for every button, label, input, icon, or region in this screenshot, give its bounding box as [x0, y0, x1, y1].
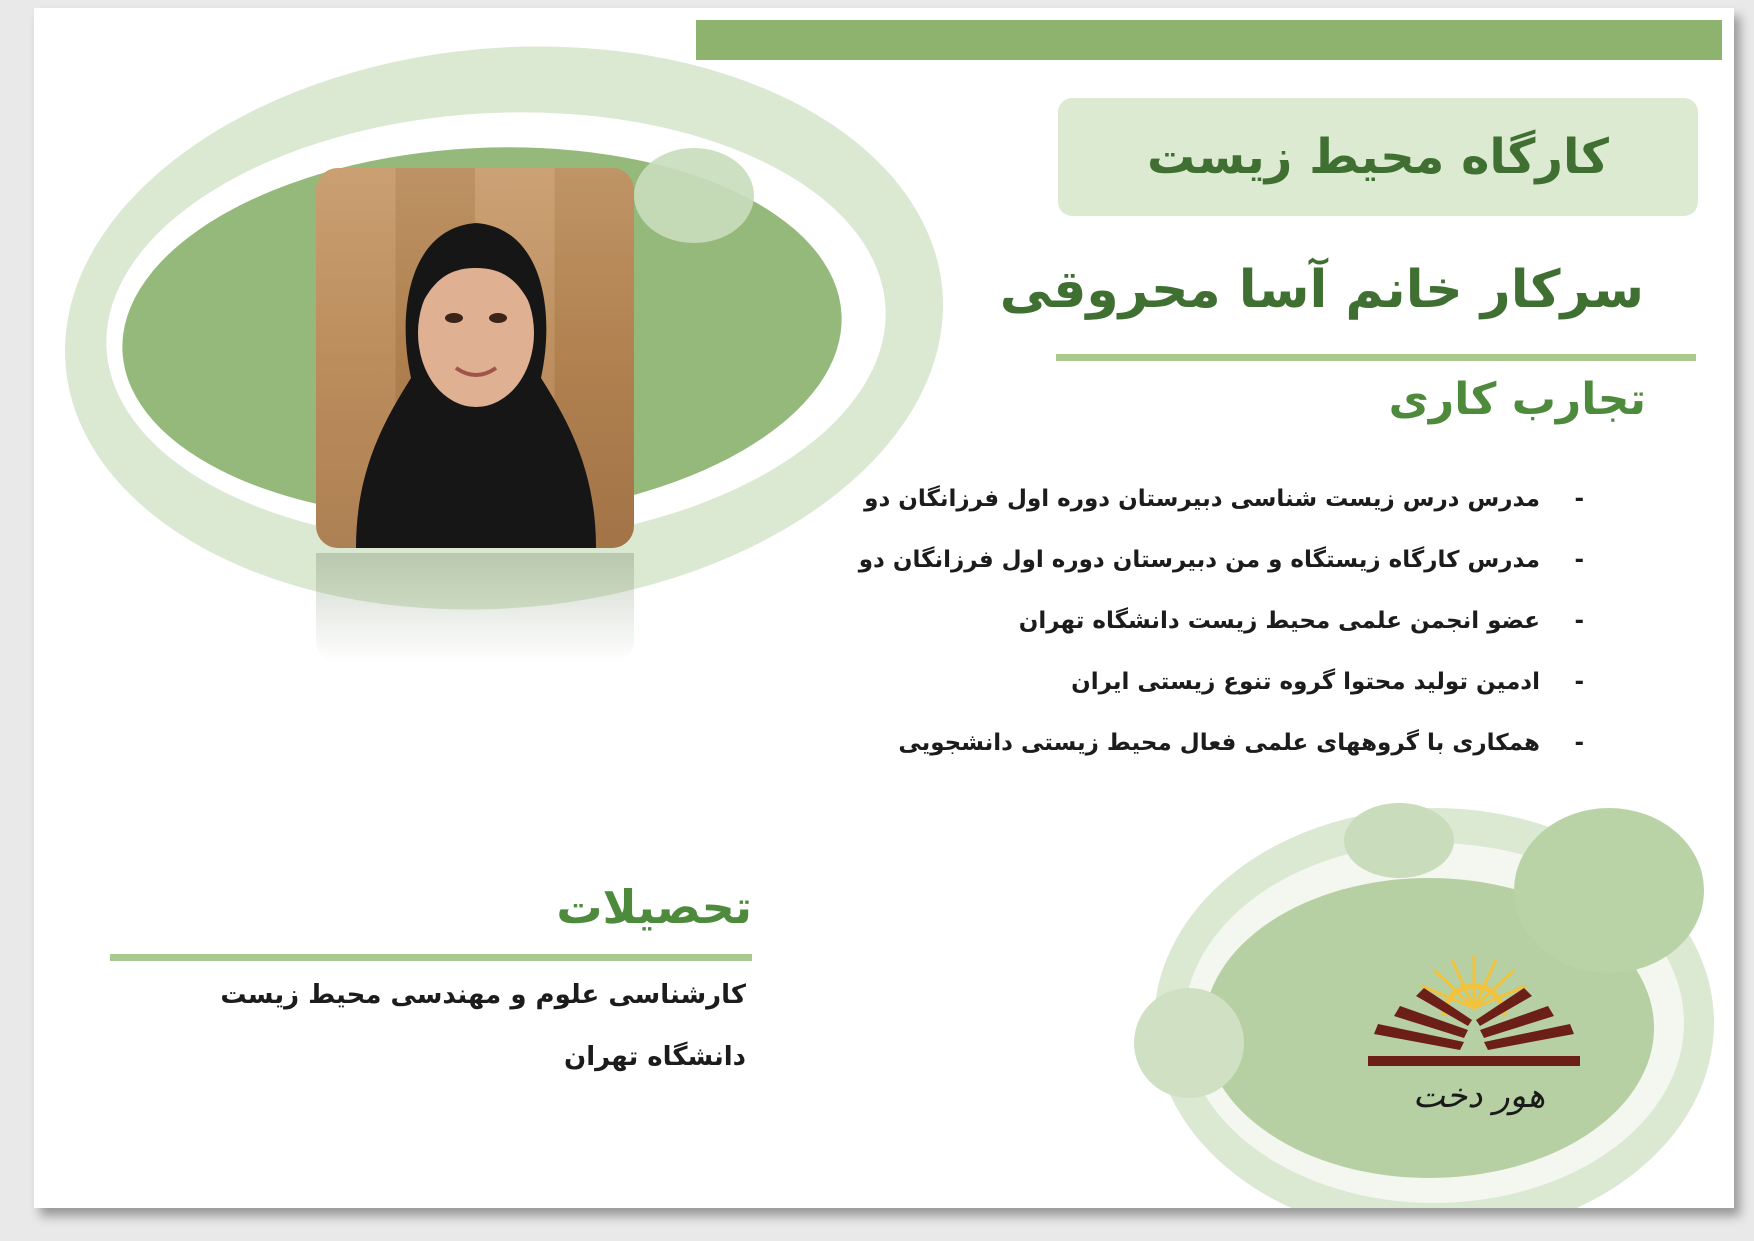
list-item-text: همکاری با گروههای علمی فعال محیط زیستی دانشجویی	[898, 730, 1540, 756]
portrait-illustration	[316, 168, 634, 548]
list-item	[784, 730, 1584, 791]
decorative-bottom-circle-3	[1134, 988, 1244, 1098]
logo-text: هور دخت	[1412, 1076, 1546, 1116]
decorative-bottom-circle-1	[1344, 803, 1454, 878]
education-degree: کارشناسی علوم و مهندسی محیط زیست	[220, 980, 746, 1010]
list-item-text: مدرس درس زیست شناسی دبیرستان دوره اول فرزانگان دو	[864, 486, 1540, 512]
education-underline	[110, 954, 752, 961]
list-bullet: -	[1574, 547, 1584, 573]
list-item	[784, 547, 1584, 608]
workshop-title-box	[1058, 98, 1698, 216]
list-item-text: عضو انجمن علمی محیط زیست دانشگاه تهران	[1018, 608, 1540, 634]
education-heading: تحصیلات	[556, 880, 752, 934]
list-item-text: مدرس کارگاه زیستگاه و من دبیرستان دوره اول فرزانگان دو	[858, 547, 1540, 573]
instructor-name: سرکار خانم آسا محروقی	[999, 260, 1644, 320]
top-accent-bar	[696, 20, 1722, 60]
list-bullet: -	[1574, 730, 1584, 756]
profile-page	[34, 8, 1734, 1208]
list-item-text: ادمین تولید محتوا گروه تنوع زیستی ایران	[1071, 669, 1540, 695]
work-experience-list	[784, 486, 1584, 791]
photo-reflection	[316, 553, 634, 663]
profile-photo	[316, 168, 634, 548]
list-item	[784, 669, 1584, 730]
education-university: دانشگاه تهران	[564, 1042, 746, 1072]
list-item	[784, 486, 1584, 547]
list-bullet: -	[1574, 669, 1584, 695]
decorative-small-circle	[634, 148, 754, 243]
list-bullet: -	[1574, 608, 1584, 634]
workshop-title: کارگاه محیط زیست	[1147, 129, 1609, 185]
list-bullet: -	[1574, 486, 1584, 512]
list-item	[784, 608, 1584, 669]
work-experience-heading: تجارب کاری	[1388, 374, 1646, 425]
name-underline	[1056, 354, 1696, 361]
